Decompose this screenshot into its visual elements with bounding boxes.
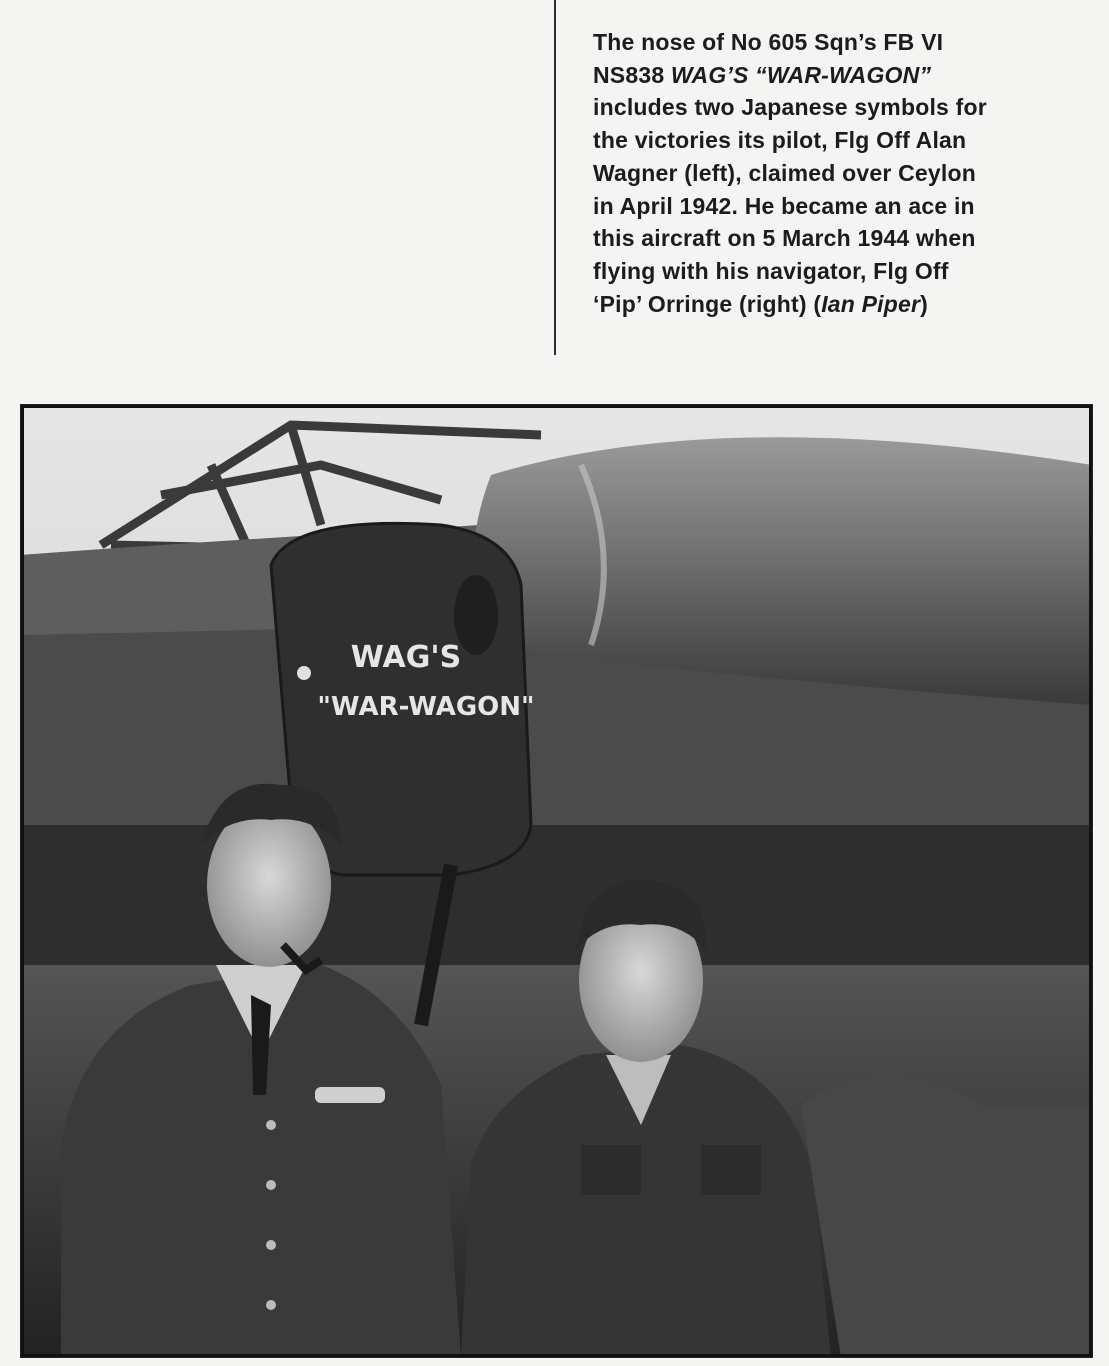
photo-caption [593,26,1093,320]
caption-line: includes two Japanese symbols for [593,94,987,121]
nose-art-line1: WAG'S [350,640,462,675]
photograph [20,404,1093,1358]
caption-line: Wagner (left), claimed over Ceylon [593,159,976,186]
caption-line: flying with his navigator, Flg Off [593,257,949,284]
caption-text: ‘Pip’ Orringe (right) ( [593,290,822,317]
nose-art-line2: "WAR-WAGON" [317,692,535,722]
caption-line: this aircraft on 5 March 1944 when [593,225,976,252]
aircraft-name: WAG’S “WAR-WAGON” [670,61,932,88]
caption-line [593,59,1093,92]
photo-illustration [21,405,1092,1357]
victory-symbol [297,666,311,680]
caption-line: in April 1942. He became an ace in [593,192,975,219]
background-figure [801,1075,1092,1357]
caption-text: NS838 [593,61,671,88]
photo-credit: Ian Piper [821,290,921,317]
caption-line: The nose of No 605 Sqn’s FB VI [593,29,944,55]
column-divider [554,0,556,355]
caption-line [593,288,1093,321]
caption-text: ) [920,290,929,317]
caption-line: the victories its pilot, Flg Off Alan [593,127,967,154]
